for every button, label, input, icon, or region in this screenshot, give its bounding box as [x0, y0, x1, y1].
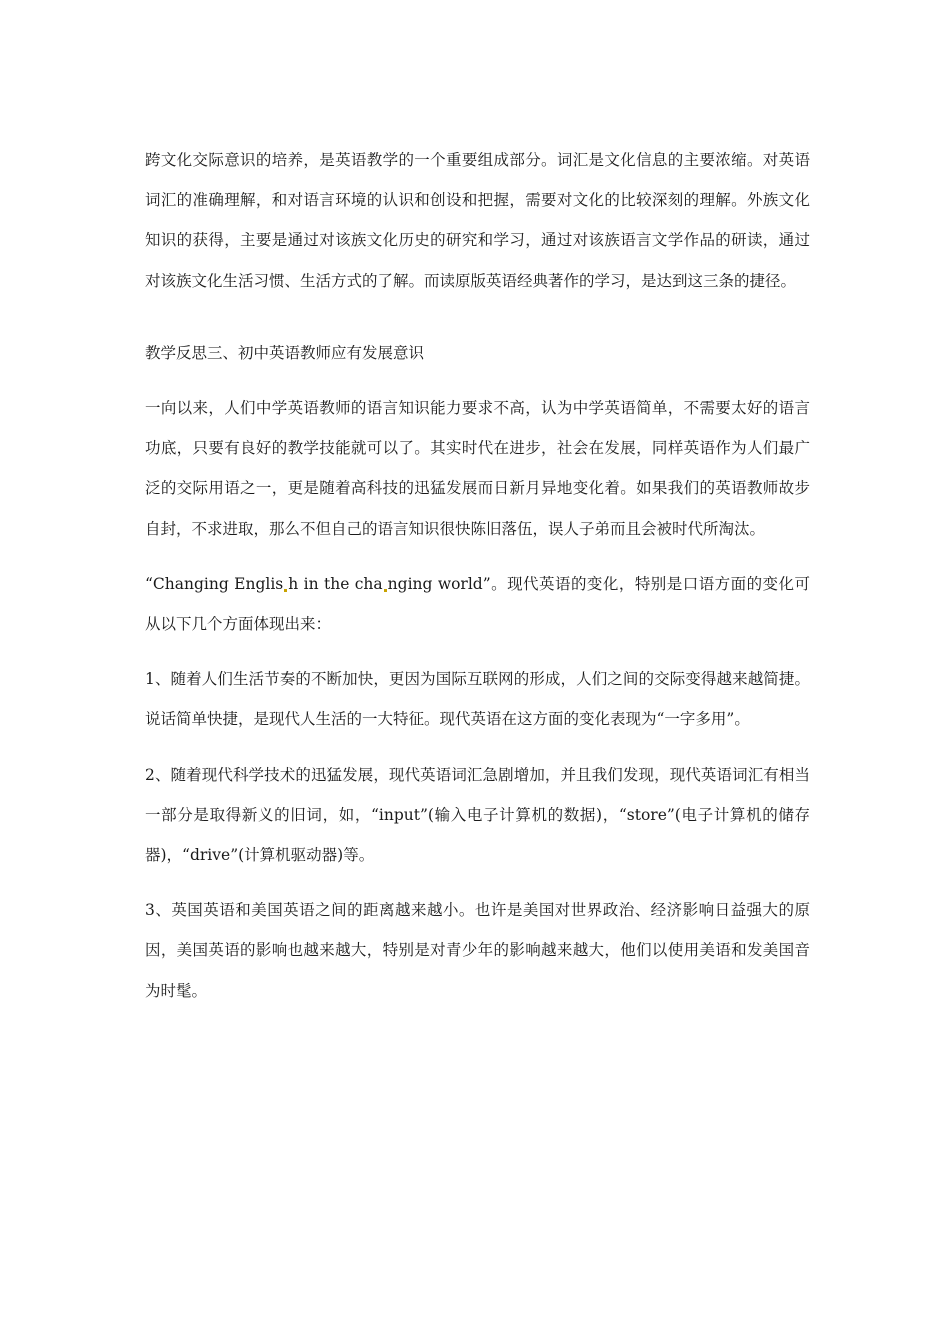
- document-body: [145, 140, 810, 1011]
- section-heading: 教学反思三、初中英语教师应有发展意识: [145, 343, 425, 362]
- list-item-1: 1、随着人们生活节奏的不断加快，更因为国际互联网的形成，人们之间的交际变得越来越简捷。说话简单快捷，是现代人生活的一大特征。现代英语在这方面的变化表现为“一字多用”。: [145, 670, 810, 729]
- edit-mark-icon: [284, 589, 287, 592]
- quote-part-1: “Changing Englis: [145, 574, 284, 593]
- paragraph-changing-english: [145, 564, 810, 644]
- paragraph-cross-cultural: 跨文化交际意识的培养，是英语教学的一个重要组成部分。词汇是文化信息的主要浓缩。对英语词汇的准确理解，和对语言环境的认识和创设和把握，需要对文化的比较深刻的理解。外族文化知识的获得，主要是通过对该族文化历史的研究和学习，通过对该族语言文学作品的研读，通过对该族文化生活习惯、生活方式的了解。而读原版英语经典著作的学习，是达到这三条的捷径。: [145, 151, 810, 290]
- edit-mark-icon: [384, 589, 387, 592]
- paragraph-development: 一向以来，人们中学英语教师的语言知识能力要求不高，认为中学英语简单，不需要太好的语言功底，只要有良好的教学技能就可以了。其实时代在进步，社会在发展，同样英语作为人们最广泛的交际用语之一，更是随着高科技的迅猛发展而日新月异地变化着。如果我们的英语教师故步自封，不求进取，那么不但自己的语言知识很快陈旧落伍，误人子弟而且会被时代所淘汰。: [145, 399, 810, 538]
- list-item-3: 3、英国英语和美国英语之间的距离越来越小。也许是美国对世界政治、经济影响日益强大的原因，美国英语的影响也越来越大，特别是对青少年的影响越来越大，他们以使用美语和发美国音为时髦。: [145, 901, 810, 1000]
- quote-part-3: nging world”。现代英语的变化，特别是口语方面的变化可从以下几个方面体现出来：: [145, 574, 810, 634]
- list-item-2: 2、随着现代科学技术的迅猛发展，现代英语词汇急剧增加，并且我们发现，现代英语词汇有相当一部分是取得新义的旧词，如，“input”(输入电子计算机的数据)，“store”(电子计算机的储存器)，“drive”(计算机驱动器)等。: [145, 765, 810, 865]
- quote-part-2: h in the cha: [288, 574, 383, 593]
